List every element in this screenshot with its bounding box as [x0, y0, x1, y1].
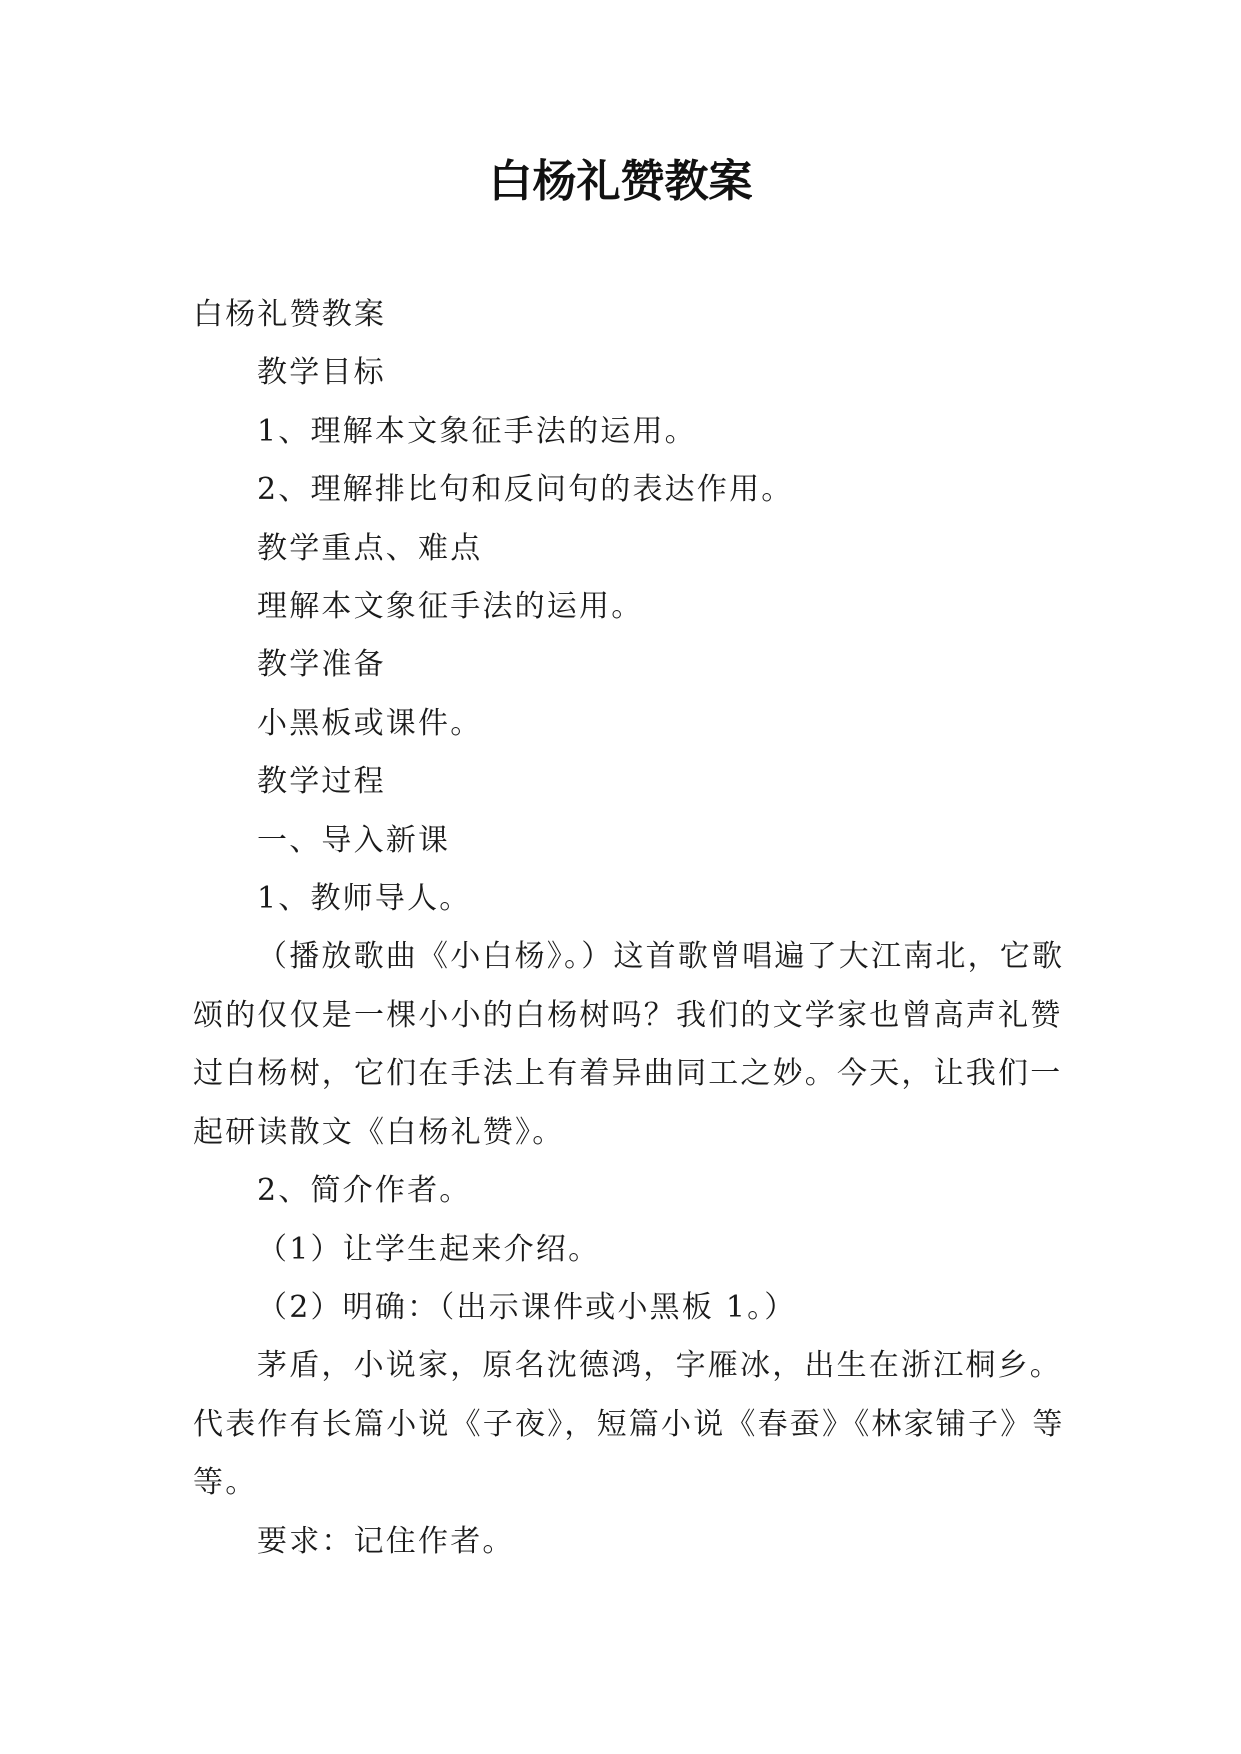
paragraph-goal-2: 2、理解排比句和反问句的表达作用。 — [257, 472, 794, 508]
paragraph-author-sub-1: （1）让学生起来介绍。 — [257, 1231, 601, 1267]
paragraph-teacher-intro: 1、教师导人。 — [257, 881, 472, 917]
paragraph-heading: 白杨礼赞教案 — [193, 297, 387, 332]
paragraph-requirement: 要求：记住作者。 — [257, 1523, 515, 1559]
paragraph-author-intro: 2、简介作者。 — [257, 1173, 472, 1209]
paragraph-step-1: 一、导入新课 — [257, 822, 451, 858]
paragraph-key-point-text: 理解本文象征手法的运用。 — [257, 589, 644, 625]
paragraph-song-intro: （播放歌曲《小白杨》。）这首歌曾唱遍了大江南北，它歌颂的仅仅是一棵小小的白杨树吗？我们的文学家也曾高声礼赞过白杨树，它们在手法上有着异曲同工之妙。今天，让我们一起研读散文《白杨礼赞》。 — [193, 939, 1065, 1150]
paragraph-author-sub-2: （2）明确：（出示课件或小黑板 1。） — [257, 1289, 797, 1325]
document-body — [193, 286, 1069, 1571]
document-title: 白杨礼赞教案 — [488, 156, 753, 207]
paragraph-goal-1: 1、理解本文象征手法的运用。 — [257, 413, 697, 449]
paragraph-process: 教学过程 — [257, 764, 386, 800]
paragraph-author-bio: 茅盾，小说家，原名沈德鸿，字雁冰，出生在浙江桐乡。代表作有长篇小说《子夜》，短篇小说《春蚕》《林家铺子》等等。 — [193, 1348, 1065, 1501]
paragraph-key-points: 教学重点、难点 — [257, 530, 483, 566]
paragraph-teaching-goals: 教学目标 — [257, 355, 386, 391]
paragraph-preparation: 教学准备 — [257, 647, 386, 683]
paragraph-preparation-text: 小黑板或课件。 — [257, 705, 483, 741]
